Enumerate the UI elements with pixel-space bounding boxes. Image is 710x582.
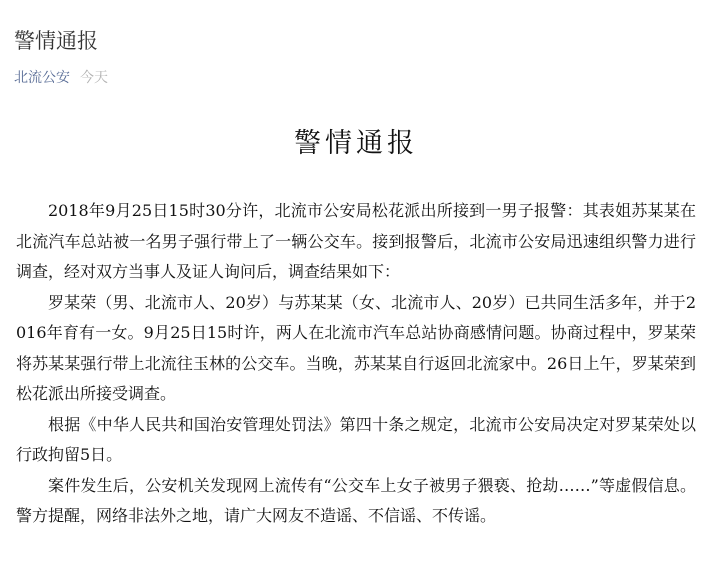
notice-paragraph: 案件发生后，公安机关发现网上流传有“公交车上女子被男子猥亵、抢劫……”等虚假信息。警方提醒，网络非法外之地，请广大网友不造谣、不信谣、不传谣。	[16, 475, 696, 525]
article-header	[14, 24, 696, 88]
publish-date: 今天	[80, 70, 108, 86]
notice-document	[16, 122, 696, 532]
account-name-link[interactable]: 北流公安	[14, 70, 70, 86]
notice-paragraph: 罗某荣（男、北流市人、20岁）与苏某某（女、北流市人、20岁）已共同生活多年，并于2016年育有一女。9月25日15时许，两人在北流市汽车总站协商感情问题。协商过程中，罗某荣将苏某某强行带上北流往玉林的公交车。当晚，苏某某自行返回北流家中。26日上午，罗某荣到松花派出所接受调查。	[16, 292, 696, 403]
article-meta	[14, 68, 696, 88]
notice-paragraph: 2018年9月25日15时30分许，北流市公安局松花派出所接到一男子报警：其表姐苏某某在北流汽车总站被一名男子强行带上了一辆公交车。接到报警后，北流市公安局迅速组织警力进行调查，经对双方当事人及证人询问后，调查结果如下：	[16, 201, 696, 281]
article-title: 警情通报	[14, 29, 98, 53]
notice-paragraph: 根据《中华人民共和国治安管理处罚法》第四十条之规定，北流市公安局决定对罗某荣处以行政拘留5日。	[16, 414, 696, 464]
notice-heading: 警情通报	[294, 128, 418, 159]
